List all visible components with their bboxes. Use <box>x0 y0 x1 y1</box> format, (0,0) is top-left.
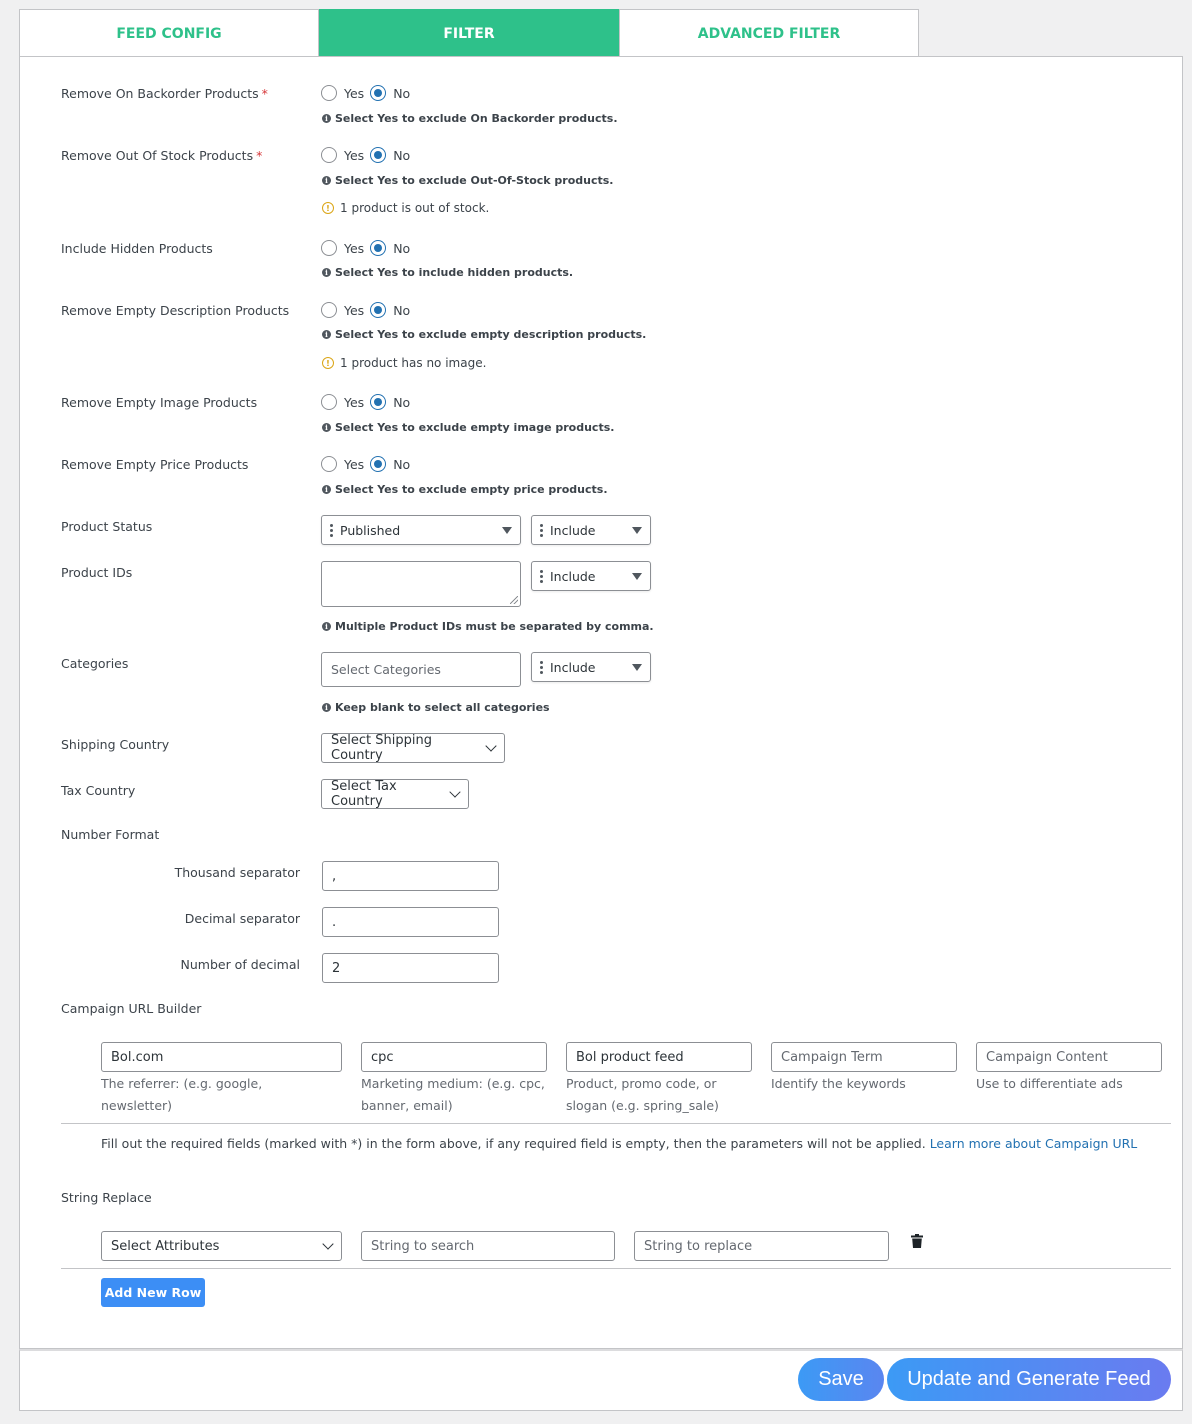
campaign-source-input[interactable]: Bol.com <box>101 1042 342 1072</box>
resize-handle-icon <box>510 596 518 604</box>
thousand-separator-input[interactable]: , <box>322 861 499 891</box>
string-replace-divider <box>61 1268 1171 1269</box>
hidden-radio-group <box>321 240 416 256</box>
empty-description-no-radio[interactable] <box>370 302 386 318</box>
shipping-country-label: Shipping Country <box>61 737 170 752</box>
yes-label: Yes <box>344 147 365 163</box>
product-ids-mode-value: Include <box>550 568 596 584</box>
product-status-value: Published <box>340 522 401 538</box>
string-search-input[interactable]: String to search <box>361 1231 615 1261</box>
empty-description-radio-group <box>321 302 416 318</box>
info-icon: i <box>322 423 331 432</box>
yes-label: Yes <box>344 456 365 472</box>
drag-handle-icon <box>535 570 547 583</box>
number-of-decimal-input[interactable]: 2 <box>322 953 499 983</box>
backorder-yes-radio[interactable] <box>321 85 337 101</box>
empty-price-hint: i Select Yes to exclude empty price products. <box>322 483 608 496</box>
campaign-source-desc: The referrer: (e.g. google, newsletter) <box>101 1076 263 1113</box>
info-icon: i <box>322 485 331 494</box>
dropdown-arrow-icon <box>632 573 642 580</box>
product-ids-mode-select[interactable] <box>531 561 651 591</box>
yes-label: Yes <box>344 302 365 318</box>
product-status-label: Product Status <box>61 519 153 534</box>
no-label: No <box>393 394 411 410</box>
backorder-hint: i Select Yes to exclude On Backorder products. <box>322 112 618 125</box>
dropdown-arrow-icon <box>632 664 642 671</box>
info-icon: i <box>322 330 331 339</box>
empty-image-radio-group <box>321 394 416 410</box>
string-replace-input[interactable]: String to replace <box>634 1231 889 1261</box>
string-replace-label: String Replace <box>61 1190 152 1205</box>
string-replace-attribute-select[interactable] <box>101 1231 342 1261</box>
out-of-stock-hint: i Select Yes to exclude Out-Of-Stock products. <box>322 174 614 187</box>
tab-filter[interactable]: FILTER <box>319 9 619 57</box>
no-label: No <box>393 85 411 101</box>
dropdown-arrow-icon <box>502 527 512 534</box>
product-status-select[interactable] <box>321 515 521 545</box>
tab-bar <box>19 9 919 57</box>
campaign-name-input[interactable]: Bol product feed <box>566 1042 752 1072</box>
hidden-yes-radio[interactable] <box>321 240 337 256</box>
chevron-down-icon <box>322 1238 333 1249</box>
empty-price-radio-group <box>321 456 416 472</box>
empty-description-yes-radio[interactable] <box>321 302 337 318</box>
add-new-row-button[interactable]: Add New Row <box>101 1278 205 1307</box>
product-ids-label: Product IDs <box>61 565 133 580</box>
warning-icon: ! <box>322 202 334 214</box>
out-of-stock-warning: ! 1 product is out of stock. <box>322 201 489 215</box>
info-icon: i <box>322 176 331 185</box>
tab-advanced-filter[interactable]: ADVANCED FILTER <box>619 9 919 57</box>
tax-country-select[interactable] <box>321 779 469 809</box>
categories-mode-value: Include <box>550 659 596 675</box>
empty-image-yes-radio[interactable] <box>321 394 337 410</box>
categories-mode-select[interactable] <box>531 652 651 682</box>
update-generate-feed-button[interactable]: Update and Generate Feed <box>887 1358 1171 1401</box>
yes-label: Yes <box>344 240 365 256</box>
empty-image-no-radio[interactable] <box>370 394 386 410</box>
empty-image-label: Remove Empty Image Products <box>61 395 258 410</box>
campaign-name-desc: Product, promo code, or slogan (e.g. spring_sale) <box>566 1076 719 1113</box>
trash-icon[interactable] <box>911 1234 923 1248</box>
required-mark: * <box>261 86 268 101</box>
empty-image-hint: i Select Yes to exclude empty image products. <box>322 421 614 434</box>
info-icon: i <box>322 114 331 123</box>
tax-country-value: Select Tax Country <box>331 779 397 809</box>
backorder-label: Remove On Backorder Products * <box>61 86 268 101</box>
info-icon: i <box>322 622 331 631</box>
decimal-separator-input[interactable]: . <box>322 907 499 937</box>
yes-label: Yes <box>344 85 365 101</box>
number-format-label: Number Format <box>61 827 160 842</box>
no-label: No <box>393 456 411 472</box>
filter-panel <box>19 56 1183 1349</box>
empty-description-warning: ! 1 product has no image. <box>322 356 486 370</box>
campaign-note <box>101 1136 1137 1151</box>
out-of-stock-yes-radio[interactable] <box>321 147 337 163</box>
empty-description-hint: i Select Yes to exclude empty description products. <box>322 328 646 341</box>
shipping-country-select[interactable] <box>321 733 505 763</box>
no-label: No <box>393 147 411 163</box>
no-label: No <box>393 302 411 318</box>
hidden-products-label: Include Hidden Products <box>61 241 213 256</box>
backorder-no-radio[interactable] <box>370 85 386 101</box>
categories-label: Categories <box>61 656 129 671</box>
campaign-medium-desc: Marketing medium: (e.g. cpc, banner, email) <box>361 1076 545 1113</box>
required-mark: * <box>256 148 263 163</box>
info-icon: i <box>322 268 331 277</box>
product-status-mode-select[interactable] <box>531 515 651 545</box>
campaign-url-label: Campaign URL Builder <box>61 1001 202 1016</box>
categories-input[interactable]: Select Categories <box>321 652 521 687</box>
empty-price-no-radio[interactable] <box>370 456 386 472</box>
backorder-radio-group <box>321 85 416 101</box>
no-label: No <box>393 240 411 256</box>
campaign-content-input[interactable]: Campaign Content <box>976 1042 1162 1072</box>
hidden-hint: i Select Yes to include hidden products. <box>322 266 573 279</box>
empty-price-yes-radio[interactable] <box>321 456 337 472</box>
campaign-learn-more-link[interactable]: Learn more about Campaign URL <box>929 1136 1138 1151</box>
campaign-divider <box>61 1123 1171 1124</box>
categories-hint: i Keep blank to select all categories <box>322 701 550 714</box>
warning-icon: ! <box>322 357 334 369</box>
dropdown-arrow-icon <box>632 527 642 534</box>
campaign-content-desc: Use to differentiate ads <box>976 1076 1123 1091</box>
footer-bar <box>19 1349 1183 1411</box>
chevron-down-icon <box>449 786 460 797</box>
tax-country-label: Tax Country <box>61 783 136 798</box>
out-of-stock-label: Remove Out Of Stock Products * <box>61 148 263 163</box>
campaign-medium-input[interactable]: cpc <box>361 1042 547 1072</box>
campaign-term-input[interactable]: Campaign Term <box>771 1042 957 1072</box>
tab-feed-config[interactable]: FEED CONFIG <box>19 9 319 57</box>
decimal-separator-label: Decimal separator <box>184 911 300 926</box>
attribute-value: Select Attributes <box>111 1238 220 1254</box>
drag-handle-icon <box>535 661 547 674</box>
info-icon: i <box>322 703 331 712</box>
product-status-mode-value: Include <box>550 522 596 538</box>
campaign-note-text: Fill out the required fields (marked with *) in the form above, if any required field is empty, then the parameters will not be applied. <box>101 1136 926 1151</box>
out-of-stock-radio-group <box>321 147 416 163</box>
drag-handle-icon <box>535 524 547 537</box>
product-ids-textarea[interactable] <box>321 561 521 607</box>
hidden-no-radio[interactable] <box>370 240 386 256</box>
yes-label: Yes <box>344 394 365 410</box>
shipping-country-value: Select Shipping Country <box>331 733 432 763</box>
chevron-down-icon <box>485 740 496 751</box>
out-of-stock-no-radio[interactable] <box>370 147 386 163</box>
empty-description-label: Remove Empty Description Products <box>61 303 290 318</box>
campaign-term-desc: Identify the keywords <box>771 1076 906 1091</box>
drag-handle-icon <box>325 524 337 537</box>
product-ids-hint: i Multiple Product IDs must be separated by comma. <box>322 620 654 633</box>
thousand-separator-label: Thousand separator <box>174 865 300 880</box>
save-button[interactable]: Save <box>798 1358 884 1401</box>
number-of-decimal-label: Number of decimal <box>180 957 300 972</box>
empty-price-label: Remove Empty Price Products <box>61 457 249 472</box>
